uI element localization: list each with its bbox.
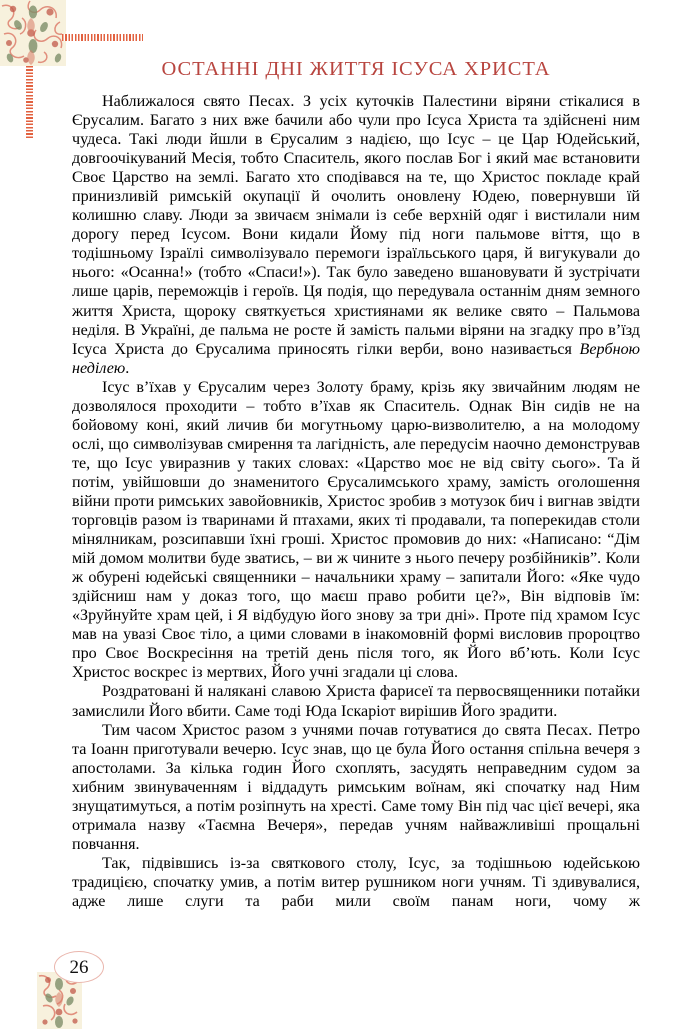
page-number [54,951,104,983]
dashed-rule-icon [62,34,143,41]
text-run: Роздратовані й налякані славою Христа фарисеї та первосвященники потайки замислили Його вбити. Саме тоді Юда Іскаріот вирішив Його зрадити. [72,683,640,720]
paragraph [72,721,640,854]
paragraph [72,92,640,378]
page-number-value: 26 [69,956,89,978]
text-run: Тим часом Христос разом з учнями почав готуватися до свята Песах. Петро та Іоанн приготували вечерю. Ісус знав, що це була Його остання спільна вечеря з апостолами. За кілька годин Його схоплять, засудять неправедним судом за хибним звинуваченням і віддадуть римським воїнам, які спочатку над Ним знущатимуться, а потім розіпнуть на хресті. Саме тому Він під час цієї вечері, яка отримала назву «Таємна Вечеря», передав учням найважливіші прощальні повчання. [72,721,640,853]
paragraph [72,682,640,720]
text-run: Так, підвівшись із-за святкового столу, Ісус, за тодішньою юдейською традицією, спочатку умив, а потім витер рушником ноги учням. Ті здивувалися, адже лише слуги та раби мили своїм панам ноги, чому ж [72,854,640,910]
text-run: . [125,359,130,377]
body-text [72,92,640,930]
floral-ornament-icon [0,0,66,66]
text-run-italic: Вербною неділею [72,340,640,377]
page-title: ОСТАННІ ДНІ ЖИТТЯ ІСУСА ХРИСТА [161,58,551,80]
text-run: Наближалося свято Песах. З усіх куточків Палестини віряни стікалися в Єрусалим. Багато з них вже бачили або чули про Ісуса Христа та здійснені ним чудеса. Такі люди йшли в Єрусалим з надією, що Ісус – це Цар Юдейський, довгоочікуваний Месія, тобто Спаситель, якого послав Бог і який має встановити Своє Царство на землі. Багато хто сподівався на те, що Христос покладе край принизливій римській окупації й очолить оновлену Юдею, повернувши їй колишню славу. Люди за звичаєм знімали із себе верхній одяг і вистилали ним дорогу перед Ісусом. Вони кидали Йому під ноги пальмове віття, що в тодішньому Ізраїлі символізувало перемоги ізраїльського царя, й вигукували до нього: «Осанна!» (тобто «Спаси!»). Так було заведено вшановувати й зустрічати лише царів, переможців і героїв. Ця подія, що передувала останнім дням земного життя Христа, щороку святкується християнами як велике свято – Пальмова неділя. В Україні, де пальма не росте й замість пальми віряни на згадку про в’їзд Ісуса Христа до Єрусалима приносять гілки верби, воно називається [72,93,640,358]
text-run: Ісус в’їхав у Єрусалим через Золоту браму, крізь яку звичайним людям не дозволялося проходити – тобто в’їхав як Спаситель. Однак Він сидів не на бойовому коні, який личив би могутньому царю-визволителю, а на молодому ослі, що символізував смирення та лагідність, але передусім наочно демонстрував те, що Ісус увиразнив у таких словах: «Царство моє не від світу сього». Та й потім, увійшовши до знаменитого Єрусалимського храму, замість оголошення війни проти римських завойовників, Христос зробив з мотузок бич і вигнав звідти торговців разом із тваринами й птахами, яких ті продавали, та поперекидав столи мінялникам, розсипавши їхні гроші. Христос промовив до них: «Написано: “Дім мій домом молитви буде зватись, – ви ж чините з нього печеру розбійників”. Коли ж обурені юдейські священники – начальники храму – запитали Його: «Яке чудо здійсниш нам у доказ того, що маєш право робити це?», Він відповів їм: «Зруйнуйте храм цей, і Я відбудую його знову за три дні». Проте під храмом Ісус мав на увазі Своє тіло, а цими словами в інакомовній формі висловив пророцтво про Своє Воскресіння на третій день після того, як Його вб’ють. Коли Ісус Христос воскрес із мертвих, Його учні згадали ці слова. [72,378,640,682]
paragraph [72,378,640,683]
paragraph [72,854,640,930]
dashed-rule-icon [26,66,33,138]
